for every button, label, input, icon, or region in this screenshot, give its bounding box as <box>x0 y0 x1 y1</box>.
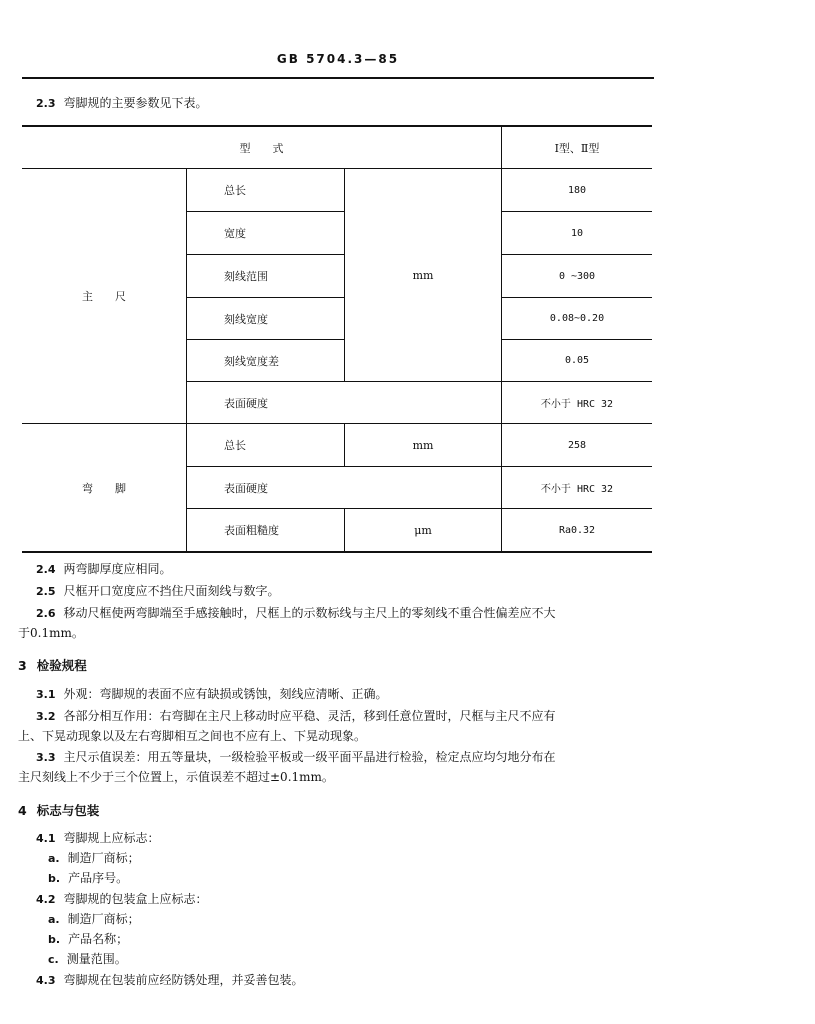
table-head-type: 型 式 <box>239 141 284 155</box>
clause-3-1 <box>36 686 388 703</box>
clause-number: 3.1 <box>36 688 56 701</box>
value-cell: 180 <box>567 184 587 196</box>
list-letter: a. <box>48 852 60 865</box>
clause-text: 主尺示值误差：用五等量块，一级检验平板或一级平面平晶进行检验，检定点应均匀地分布在 <box>63 750 556 764</box>
section-3-heading <box>18 656 87 674</box>
clause-text: 弯脚规的包装盒上应标志： <box>63 892 208 906</box>
param-cell: 表面硬度 <box>224 481 268 495</box>
clause-2-6-continued: 于0.1mm。 <box>18 626 84 640</box>
clause-4-1 <box>36 830 160 847</box>
param-cell: 表面硬度 <box>224 396 268 410</box>
clause-2-5 <box>36 583 280 600</box>
clause-4-2 <box>36 891 208 908</box>
list-text: 测量范围。 <box>66 952 127 966</box>
param-cell: 刻线宽度差 <box>224 354 279 368</box>
list-text: 产品序号。 <box>68 871 129 885</box>
clause-text: 各部分相互作用：右弯脚在主尺上移动时应平稳、灵活，移到任意位置时，尺框与主尺不应有 <box>63 709 556 723</box>
clause-text: 弯脚规在包装前应经防锈处理，并妥善包装。 <box>63 973 304 987</box>
list-text: 产品名称； <box>68 932 129 946</box>
value-cell: 0 ~300 <box>558 270 596 282</box>
list-text: 制造厂商标； <box>67 912 140 926</box>
value-cell: 10 <box>570 227 584 239</box>
unit-cell: mm <box>412 438 434 452</box>
section-number: 3 <box>18 658 27 673</box>
list-item <box>48 850 140 867</box>
clause-number: 2.5 <box>36 585 56 598</box>
clause-2-6 <box>36 605 556 622</box>
list-letter: a. <box>48 913 60 926</box>
param-cell: 总长 <box>224 439 246 452</box>
value-cell: 258 <box>567 439 587 451</box>
list-item <box>48 911 140 928</box>
param-cell: 宽度 <box>224 227 246 240</box>
list-letter: c. <box>48 953 59 966</box>
clause-text: 弯脚规上应标志： <box>63 831 160 845</box>
list-item <box>48 870 128 887</box>
clause-text: 移动尺框使两弯脚端至手感接触时，尺框上的示数标线与主尺上的零刻线不重合性偏差应不大 <box>63 606 556 620</box>
list-item <box>48 931 128 948</box>
unit-cell: μm <box>414 523 432 537</box>
header-rule <box>22 77 654 79</box>
intro-paragraph <box>36 95 208 112</box>
clause-3-3 <box>36 749 556 766</box>
list-item <box>48 951 127 968</box>
value-cell: 0.08~0.20 <box>549 313 605 324</box>
value-cell: 不小于 HRC 32 <box>540 399 614 410</box>
section-4-heading <box>18 801 99 819</box>
value-cell: 不小于 HRC 32 <box>540 484 614 495</box>
value-cell: Ra0.32 <box>558 524 596 536</box>
list-text: 制造厂商标； <box>67 851 140 865</box>
section-number: 4 <box>18 803 27 818</box>
clause-text: 弯脚规的主要参数见下表。 <box>63 96 208 110</box>
param-cell: 刻线范围 <box>224 270 268 283</box>
clause-number: 4.3 <box>36 974 56 987</box>
clause-number: 4.2 <box>36 893 56 906</box>
clause-number: 2.6 <box>36 607 56 620</box>
clause-3-2-continued: 上、下晃动现象以及左右弯脚相互之间也不应有上、下晃动现象。 <box>18 729 367 743</box>
section-title: 标志与包装 <box>36 803 100 818</box>
clause-text: 外观：弯脚规的表面不应有缺损或锈蚀，刻线应清晰、正确。 <box>63 687 388 701</box>
clause-number: 2.3 <box>36 97 56 110</box>
unit-cell: mm <box>412 268 434 282</box>
clause-number: 2.4 <box>36 563 56 576</box>
col-rule <box>186 168 187 552</box>
clause-3-2 <box>36 708 556 725</box>
clause-3-3-continued: 主尺刻线上不少于三个位置上，示值误差不超过±0.1mm。 <box>18 770 334 784</box>
param-cell: 刻线宽度 <box>224 312 268 326</box>
section-title: 检验规程 <box>36 658 87 673</box>
group-bent-leg: 弯 脚 <box>82 481 126 495</box>
param-cell: 总长 <box>224 184 246 197</box>
clause-number: 4.1 <box>36 832 56 845</box>
clause-2-4 <box>36 561 172 578</box>
standard-code-header: GB 5704.3—85 <box>276 52 400 66</box>
table-bottom-rule <box>22 551 652 553</box>
list-letter: b. <box>48 872 61 885</box>
list-letter: b. <box>48 933 61 946</box>
group-main-scale: 主 尺 <box>82 290 126 303</box>
clause-number: 3.3 <box>36 751 56 764</box>
clause-number: 3.2 <box>36 710 56 723</box>
param-cell: 表面粗糙度 <box>224 524 279 537</box>
clause-4-3 <box>36 972 304 989</box>
clause-text: 尺框开口宽度应不挡住尺面刻线与数字。 <box>63 584 280 598</box>
clause-text: 两弯脚厚度应相同。 <box>63 562 172 576</box>
table-head-model: Ⅰ型、Ⅱ型 <box>554 141 600 155</box>
value-cell: 0.05 <box>564 355 590 366</box>
